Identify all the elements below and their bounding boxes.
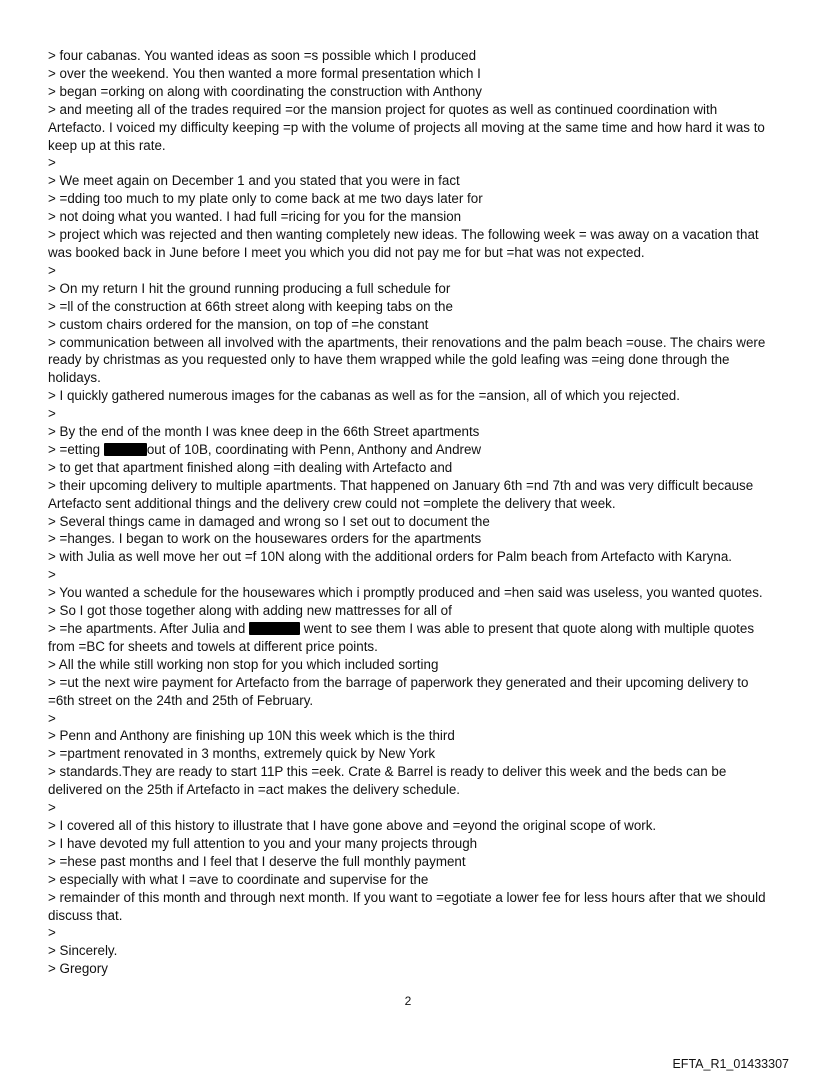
signoff-line: > Sincerely. [48, 943, 118, 959]
page-number: 2 [404, 994, 412, 1008]
text-line: > over the weekend. You then wanted a more formal presentation which I [48, 65, 481, 81]
text-line: > [48, 406, 56, 422]
text-line: > =hese past months and I feel that I deserve the full monthly payment [48, 853, 466, 869]
text-line: > [48, 155, 56, 171]
text-line: > custom chairs ordered for the mansion, on top of =he constant [48, 316, 429, 332]
text-line: > [48, 262, 56, 278]
text-line: > and meeting all of the trades required =or the mansion project for quotes as well as continued coordination with Artefacto. I voiced my difficulty keeping =p with the volume of projects all moving at the same time and how hard it was to keep up at this rate. [48, 101, 769, 153]
text-line: > standards.They are ready to start 11P this =eek. Crate & Barrel is ready to deliver this week and the beds can be delivered on the 25th if Artefacto in =act makes the delivery schedule. [48, 764, 731, 798]
text-segment: out of 10B, coordinating with Penn, Anthony and Andrew [146, 441, 482, 457]
text-segment: went to see them I was able to present that quote along with multiple quotes from =BC for sheets and towels at different price points. [48, 621, 758, 654]
redaction-box [104, 443, 147, 456]
text-line: > their upcoming delivery to multiple apartments. That happened on January 6th =nd 7th and was very difficult because Artefacto sent additional things and the delivery crew could not =omplete the delivery that week. [48, 477, 757, 511]
text-segment: > =etting [48, 441, 104, 457]
text-line: > four cabanas. You wanted ideas as soon =s possible which I produced [48, 48, 477, 63]
text-line: > =ll of the construction at 66th street along with keeping tabs on the [48, 298, 453, 314]
text-line: > Several things came in damaged and wrong so I set out to document the [48, 513, 490, 529]
text-line: > [48, 925, 56, 941]
text-line: > You wanted a schedule for the housewares which i promptly produced and =hen said was useless, you wanted quotes. [48, 585, 763, 601]
text-line: > All the while still working non stop for you which included sorting [48, 656, 439, 672]
text-line-with-redaction [48, 441, 776, 459]
document-id: EFTA_R1_01433307 [672, 1057, 789, 1071]
text-line: > I covered all of this history to illustrate that I have gone above and =eyond the original scope of work. [48, 817, 657, 833]
signature-name: > Gregory [48, 961, 108, 977]
text-line: > I have devoted my full attention to you and your many projects through [48, 835, 478, 851]
text-line: > with Julia as well move her out =f 10N along with the additional orders for Palm beach from Artefacto with Karyna. [48, 549, 733, 565]
text-line: > Penn and Anthony are finishing up 10N this week which is the third [48, 728, 455, 744]
text-line: > to get that apartment finished along =ith dealing with Artefacto and [48, 459, 453, 475]
text-line: > On my return I hit the ground running producing a full schedule for [48, 280, 451, 296]
text-line: > began =orking on along with coordinating the construction with Anthony [48, 83, 482, 99]
text-line: > So I got those together along with adding new mattresses for all of [48, 603, 452, 619]
text-line: > project which was rejected and then wanting completely new ideas. The following week = was away on a vacation that was booked back in June before I meet you which you did not pay me for but =hat was not expected. [48, 227, 763, 260]
text-line: > =partment renovated in 3 months, extremely quick by New York [48, 746, 436, 762]
text-line: > =ut the next wire payment for Artefacto from the barrage of paperwork they generated and their upcoming delivery to =6th street on the 24th and 25th of February. [48, 674, 753, 708]
text-line: > [48, 567, 56, 583]
text-line: > especially with what I =ave to coordinate and supervise for the [48, 871, 429, 887]
text-line: > not doing what you wanted. I had full =ricing for you for the mansion [48, 209, 462, 225]
email-body [48, 47, 776, 978]
text-line: > remainder of this month and through next month. If you want to =egotiate a lower fee for less hours after that we should discuss that. [48, 889, 770, 923]
text-line: > By the end of the month I was knee deep in the 66th Street apartments [48, 424, 480, 440]
text-segment: > =he apartments. After Julia and [48, 621, 249, 636]
text-line-with-redaction [48, 620, 776, 656]
text-line: > We meet again on December 1 and you stated that you were in fact [48, 173, 460, 189]
text-line: > [48, 800, 56, 816]
text-line: > =dding too much to my plate only to come back at me two days later for [48, 191, 483, 207]
text-line: > communication between all involved with the apartments, their renovations and the palm beach =ouse. The chairs were ready by christmas as you requested only to have them wrapped while the gold leafing was =eing done through the holidays. [48, 334, 770, 386]
redaction-box [249, 622, 300, 635]
text-line: > I quickly gathered numerous images for the cabanas as well as for the =ansion, all of which you rejected. [48, 388, 680, 404]
text-line: > [48, 710, 56, 726]
text-line: > =hanges. I began to work on the housewares orders for the apartments [48, 531, 482, 547]
